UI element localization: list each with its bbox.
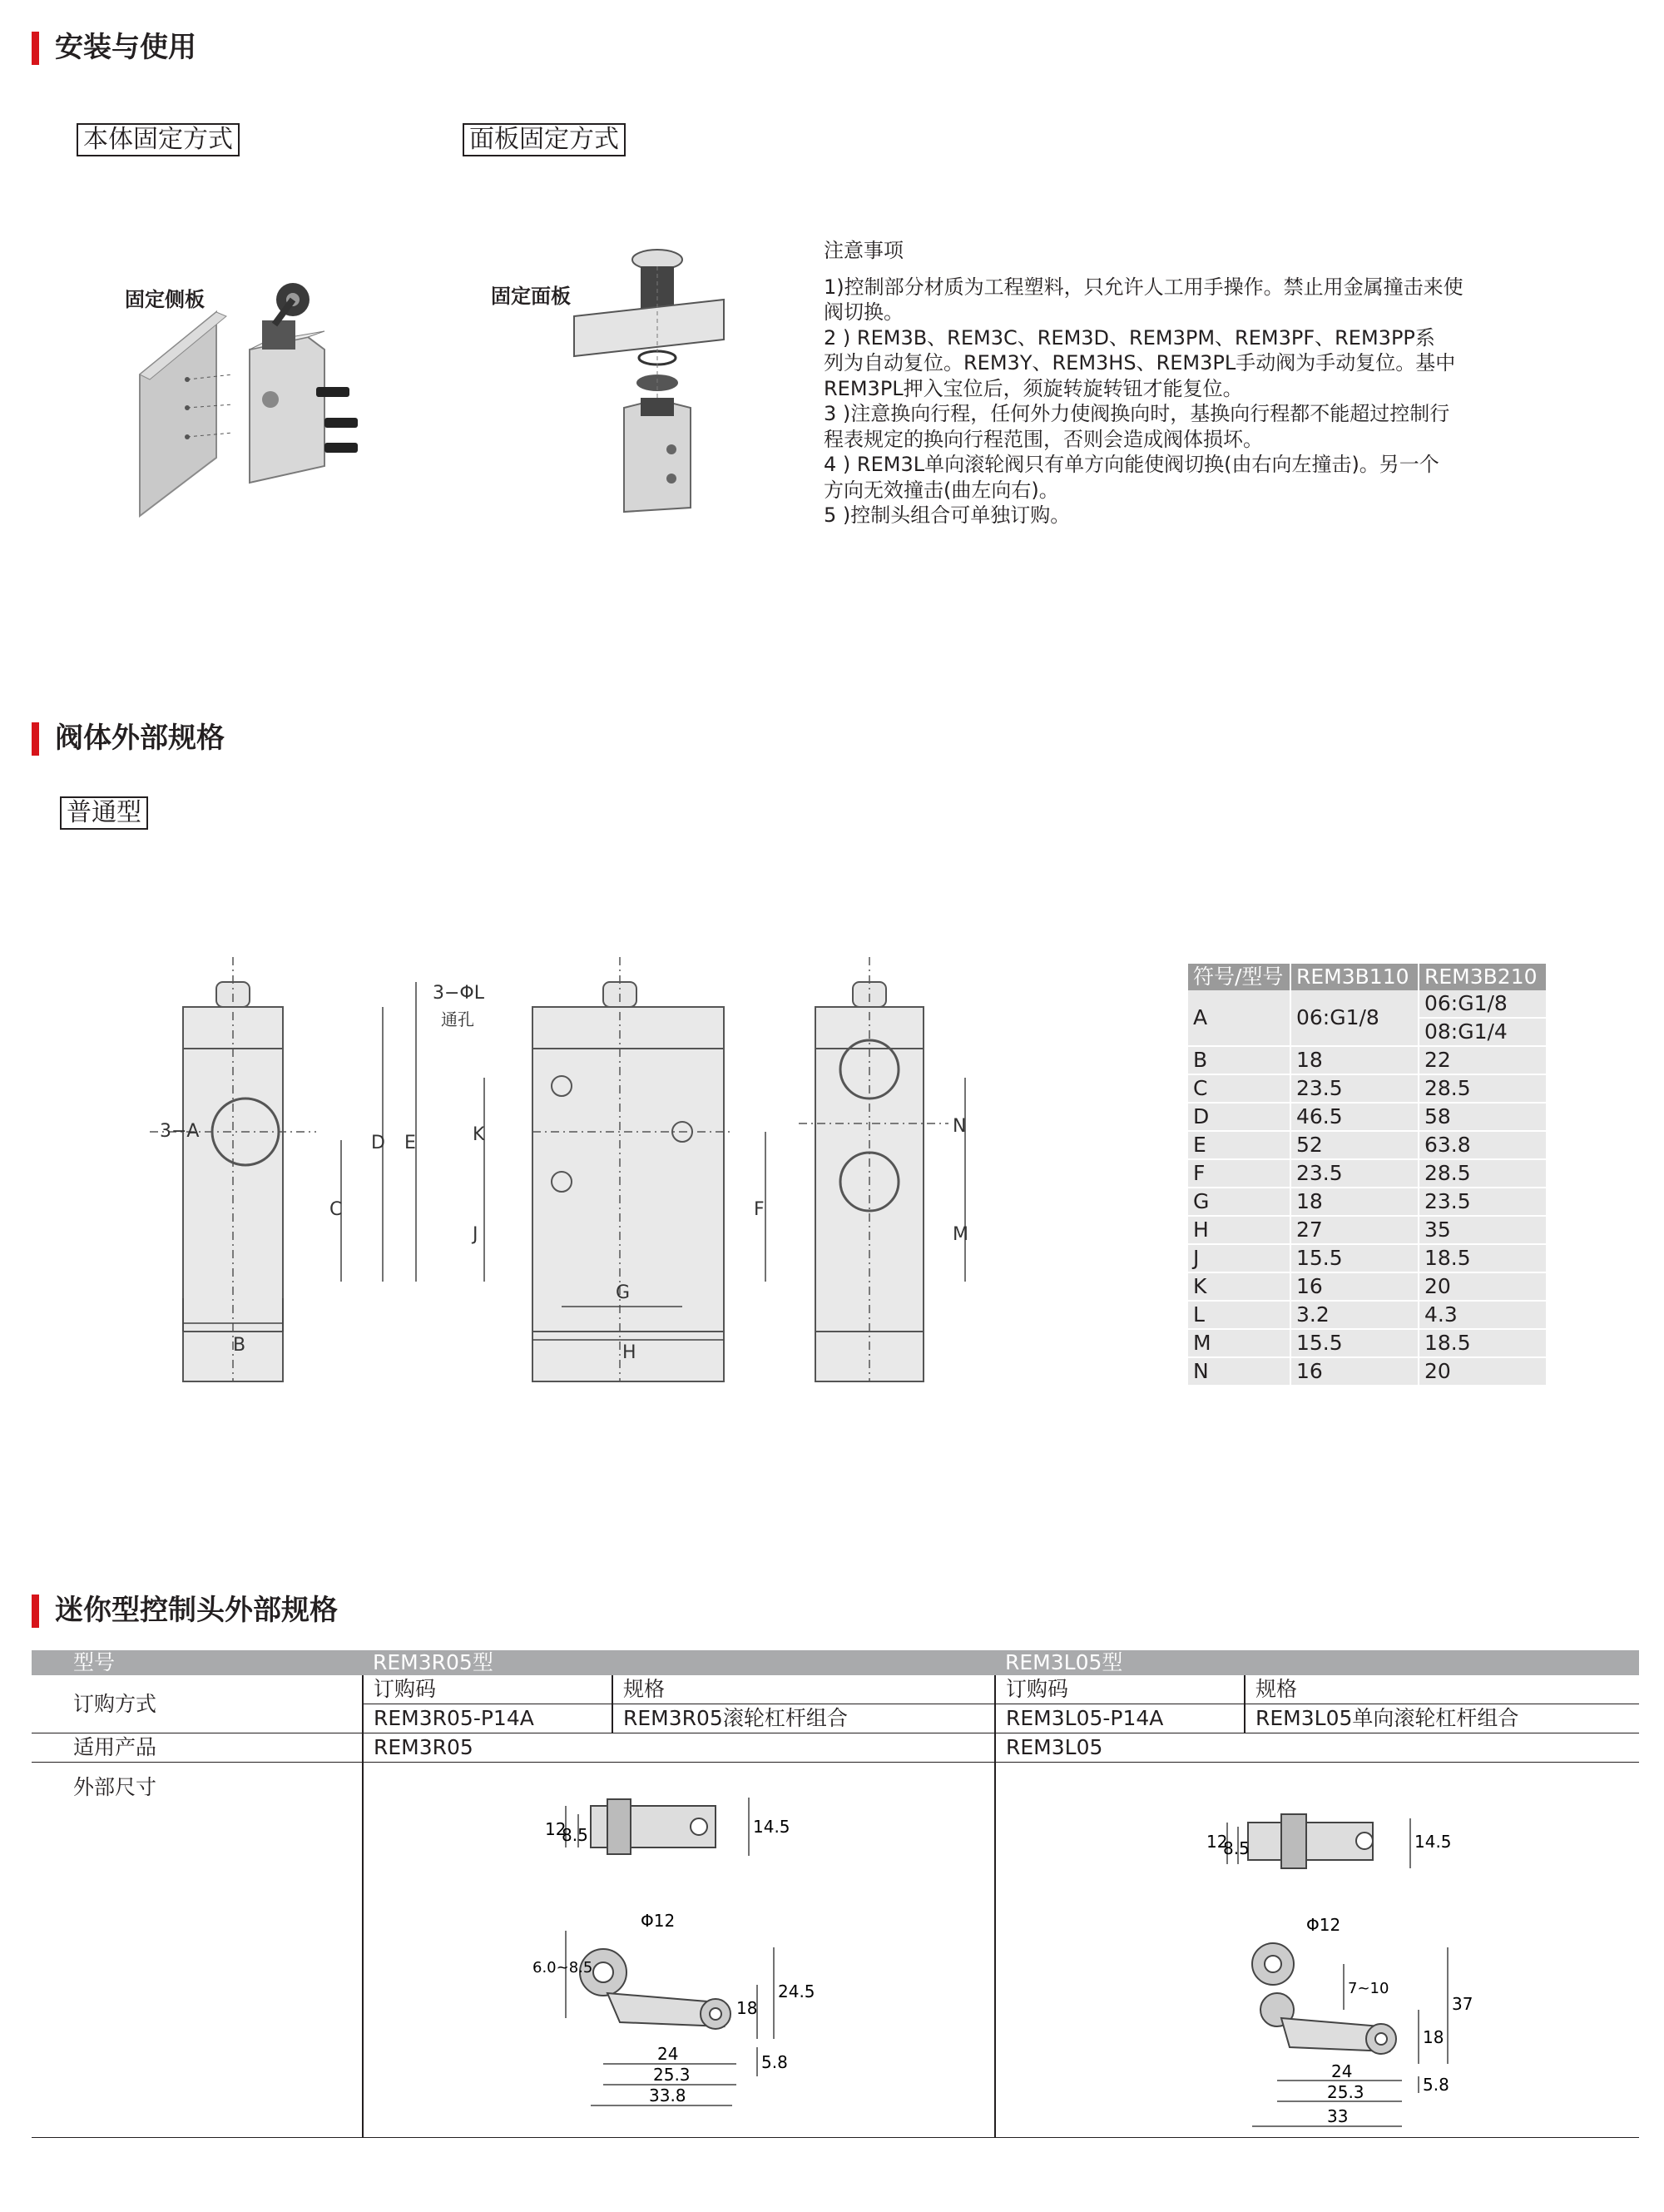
dim-6-8-5: 6.0~8.5 xyxy=(532,1959,593,1976)
table-cell: B xyxy=(1188,1046,1290,1074)
note-line: 5 )控制头组合可单独订购。 xyxy=(824,503,1071,527)
normal-type-label: 普通型 xyxy=(60,796,148,830)
note-line: 2 ) REM3B、REM3C、REM3D、REM3PM、REM3PF、REM3PP系 xyxy=(824,326,1435,350)
table-cell: 58 xyxy=(1419,1103,1547,1131)
dim-label-g: G xyxy=(616,1282,631,1303)
table-cell: 35 xyxy=(1419,1216,1547,1244)
body-mount-label: 本体固定方式 xyxy=(77,123,240,156)
table-cell: 23.5 xyxy=(1290,1159,1419,1188)
section-marker xyxy=(32,1595,39,1628)
body-mount-illustration xyxy=(116,233,441,508)
dim-label-through: 通孔 xyxy=(441,1009,474,1029)
dim-phi12: Φ12 xyxy=(641,1911,676,1931)
table-cell: 适用产品 xyxy=(32,1733,363,1763)
table-cell: 23.5 xyxy=(1290,1074,1419,1103)
dim-24: 24 xyxy=(1331,2061,1353,2081)
table-cell: H xyxy=(1188,1216,1290,1244)
table-cell: 63.8 xyxy=(1419,1131,1547,1159)
table-cell: C xyxy=(1188,1074,1290,1103)
table-cell: F xyxy=(1188,1159,1290,1188)
table-cell: REM3R05-P14A xyxy=(363,1704,612,1733)
table-cell: 28.5 xyxy=(1419,1074,1547,1103)
table-header: 符号/型号 xyxy=(1188,964,1290,990)
note-line: 4 ) REM3L单向滚轮阀只有单方向能使阀切换(由右向左撞击)。另一个 xyxy=(824,453,1439,476)
table-cell: 16 xyxy=(1290,1272,1419,1301)
section-title-install: 安装与使用 xyxy=(55,31,196,64)
dim-24-5: 24.5 xyxy=(778,1981,815,2001)
table-cell: G xyxy=(1188,1188,1290,1216)
note-line: 1)控制部分材质为工程塑料，只允许人工用手操作。禁止用金属撞击来使 xyxy=(824,275,1463,299)
table-cell: 28.5 xyxy=(1419,1159,1547,1188)
table-cell: 15.5 xyxy=(1290,1329,1419,1357)
table-cell: REM3L05单向滚轮杠杆组合 xyxy=(1245,1704,1639,1733)
dim-label-e: E xyxy=(404,1133,416,1153)
dim-14-5: 14.5 xyxy=(753,1817,790,1837)
dim-24: 24 xyxy=(657,2044,679,2064)
table-cell: 订购码 xyxy=(363,1675,612,1704)
table-cell: J xyxy=(1188,1244,1290,1272)
section-title-mini-head: 迷你型控制头外部规格 xyxy=(55,1594,338,1627)
note-line: 列为自动复位。REM3Y、REM3HS、REM3PL手动阀为手动复位。基中 xyxy=(824,351,1456,374)
table-cell: 06:G1/8 xyxy=(1290,990,1419,1046)
note-line: 3 )注意换向行程，任何外力使阀换向时，基换向行程都不能超过控制行 xyxy=(824,402,1450,425)
table-cell: 15.5 xyxy=(1290,1244,1419,1272)
table-header: REM3L05型 xyxy=(995,1650,1639,1675)
table-cell: 规格 xyxy=(612,1675,995,1704)
rem3r05-dimension-drawing xyxy=(532,1789,815,2122)
table-cell: E xyxy=(1188,1131,1290,1159)
table-cell: 订购码 xyxy=(995,1675,1245,1704)
dim-7-10: 7~10 xyxy=(1348,1980,1389,1997)
dim-label-d: D xyxy=(371,1133,385,1153)
dim-label-f: F xyxy=(754,1199,765,1220)
table-cell: 20 xyxy=(1419,1272,1547,1301)
table-cell: 3.2 xyxy=(1290,1301,1419,1329)
dim-label-k: K xyxy=(473,1124,485,1145)
note-line: 阀切换。 xyxy=(824,300,904,324)
table-cell: 外部尺寸 xyxy=(32,1763,363,2138)
dim-phi12: Φ12 xyxy=(1306,1915,1341,1935)
dim-label-b: B xyxy=(233,1335,246,1356)
table-cell: 订购方式 xyxy=(32,1675,363,1733)
dim-5-8: 5.8 xyxy=(761,2052,788,2072)
panel-mount-illustration xyxy=(566,241,732,516)
table-header: 型号 xyxy=(32,1650,363,1675)
dim-label-j: J xyxy=(473,1224,478,1245)
dim-label-m: M xyxy=(953,1224,968,1245)
dim-14-5: 14.5 xyxy=(1414,1832,1452,1852)
rem3l05-dimension-drawing xyxy=(1198,1798,1481,2147)
table-cell: A xyxy=(1188,990,1290,1046)
dim-25-3: 25.3 xyxy=(653,2065,691,2085)
table-cell: 08:G1/4 xyxy=(1419,1018,1547,1046)
table-cell: 20 xyxy=(1419,1357,1547,1386)
table-cell: REM3L05 xyxy=(995,1733,1639,1763)
valve-spec-table xyxy=(1188,964,1548,1386)
dim-12: 12 xyxy=(545,1819,567,1839)
notes-title: 注意事项 xyxy=(824,239,904,262)
section-title-valve-spec: 阀体外部规格 xyxy=(55,722,225,755)
front-panel-label: 固定面板 xyxy=(491,285,571,308)
table-cell: 18 xyxy=(1290,1188,1419,1216)
table-cell: REM3R05滚轮杠杆组合 xyxy=(612,1704,995,1733)
table-header: REM3R05型 xyxy=(363,1650,995,1675)
panel-mount-label: 面板固定方式 xyxy=(463,123,626,156)
dim-8-5: 8.5 xyxy=(1223,1838,1250,1858)
table-cell: 18 xyxy=(1290,1046,1419,1074)
table-cell: 06:G1/8 xyxy=(1419,990,1547,1018)
table-cell: 46.5 xyxy=(1290,1103,1419,1131)
dim-37: 37 xyxy=(1452,1994,1473,2014)
table-cell: M xyxy=(1188,1329,1290,1357)
table-cell: 18.5 xyxy=(1419,1329,1547,1357)
note-line: 方向无效撞击(曲左向右)。 xyxy=(824,479,1059,502)
table-header: REM3B210 xyxy=(1419,964,1547,990)
table-cell: 27 xyxy=(1290,1216,1419,1244)
table-cell: 18.5 xyxy=(1419,1244,1547,1272)
dim-5-8: 5.8 xyxy=(1423,2075,1449,2095)
dim-8-5: 8.5 xyxy=(562,1825,588,1845)
table-cell: 16 xyxy=(1290,1357,1419,1386)
note-line: REM3PL押入宝位后，须旋转旋转钮才能复位。 xyxy=(824,377,1243,400)
table-cell: 23.5 xyxy=(1419,1188,1547,1216)
dim-33-8: 33.8 xyxy=(649,2086,686,2105)
note-line: 程表规定的换向行程范围，否则会造成阀体损坏。 xyxy=(824,428,1263,451)
valve-dimension-drawing xyxy=(100,932,1007,1381)
dim-18: 18 xyxy=(736,1998,758,2018)
section-marker xyxy=(32,32,39,65)
dim-18: 18 xyxy=(1423,2027,1444,2047)
dim-label-c: C xyxy=(329,1199,343,1220)
dim-label-h: H xyxy=(622,1342,636,1363)
dim-label-n: N xyxy=(953,1116,967,1137)
side-panel-label: 固定侧板 xyxy=(125,288,205,311)
table-cell: 52 xyxy=(1290,1131,1419,1159)
dim-33: 33 xyxy=(1327,2106,1349,2126)
table-cell: REM3R05 xyxy=(363,1733,995,1763)
table-cell: L xyxy=(1188,1301,1290,1329)
table-cell: 规格 xyxy=(1245,1675,1639,1704)
table-cell: K xyxy=(1188,1272,1290,1301)
dim-label-l: 3−ΦL xyxy=(433,983,485,1004)
table-cell: D xyxy=(1188,1103,1290,1131)
table-cell: REM3L05-P14A xyxy=(995,1704,1245,1733)
table-header: REM3B110 xyxy=(1290,964,1419,990)
dim-label-a: 3−A xyxy=(160,1121,200,1142)
table-cell: 4.3 xyxy=(1419,1301,1547,1329)
dim-25-3: 25.3 xyxy=(1327,2082,1364,2102)
section-marker xyxy=(32,722,39,756)
table-cell: 22 xyxy=(1419,1046,1547,1074)
dim-12: 12 xyxy=(1206,1832,1228,1852)
table-cell: N xyxy=(1188,1357,1290,1386)
